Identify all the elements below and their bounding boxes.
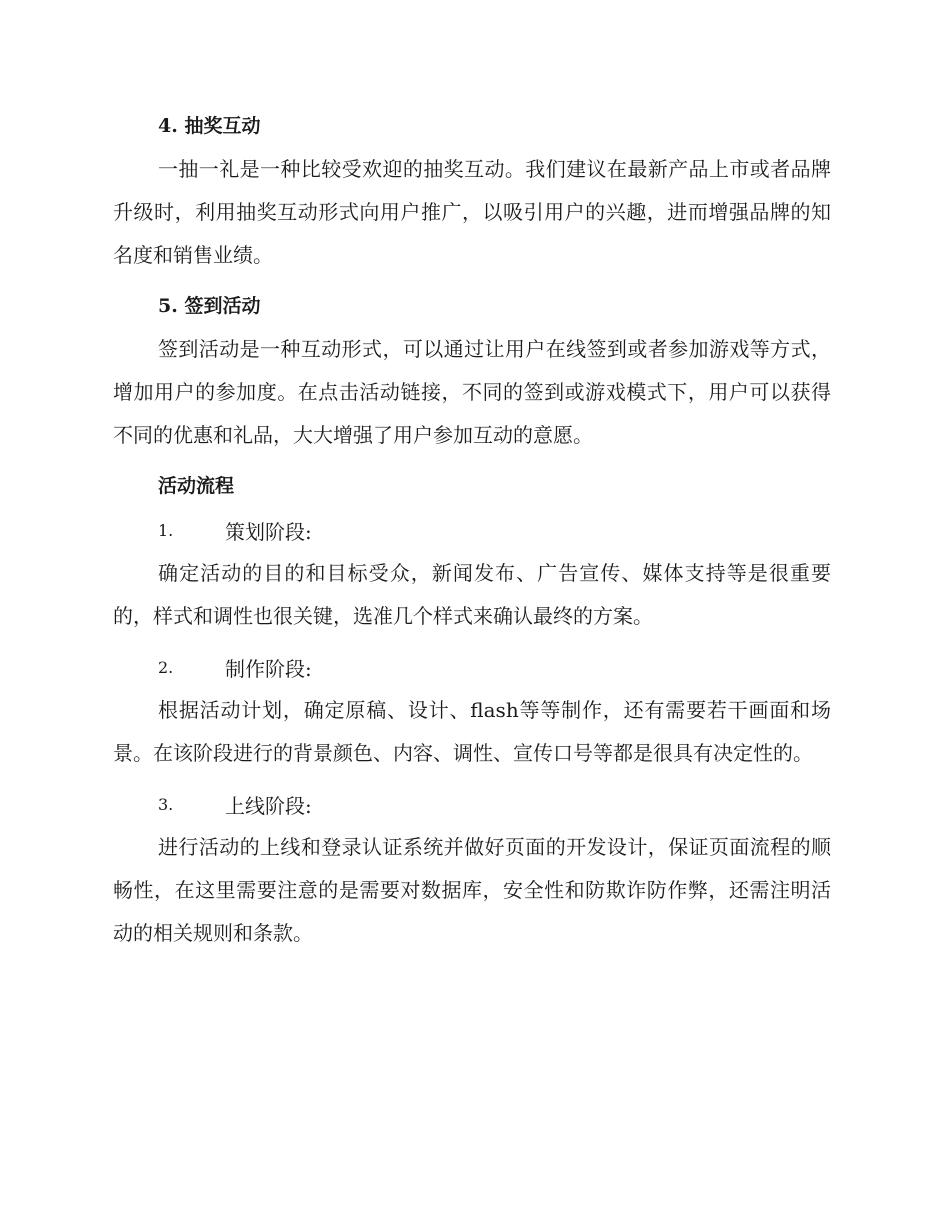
step-paragraph-planning: 确定活动的目的和目标受众，新闻发布、广告宣传、媒体支持等是很重要的，样式和调性也很关键，选准几个样式来确认最终的方案。: [113, 561, 831, 628]
process-step-launch: [113, 782, 831, 826]
section-heading-checkin: 5. 签到活动: [158, 295, 261, 317]
step-label: 上线阶段:: [225, 793, 312, 818]
document-page: [113, 104, 831, 955]
process-heading: 活动流程: [158, 475, 235, 497]
section-heading-lottery: 4. 抽奖互动: [158, 115, 261, 137]
step-label: 制作阶段:: [225, 656, 312, 681]
section-paragraph-lottery: 一抽一礼是一种比较受欢迎的抽奖互动。我们建议在最新产品上市或者品牌升级时，利用抽奖互动形式向用户推广，以吸引用户的兴趣，进而增强品牌的知名度和销售业绩。: [113, 157, 831, 267]
step-number: 3.: [158, 794, 174, 814]
section-paragraph-checkin: 签到活动是一种互动形式，可以通过让用户在线签到或者参加游戏等方式，增加用户的参加度。在点击活动链接，不同的签到或游戏模式下，用户可以获得不同的优惠和礼品，大大增强了用户参加互动的意愿。: [113, 337, 831, 447]
step-paragraph-launch: 进行活动的上线和登录认证系统并做好页面的开发设计，保证页面流程的顺畅性，在这里需要注意的是需要对数据库，安全性和防欺诈防作弊，还需注明活动的相关规则和条款。: [113, 835, 831, 945]
process-step-planning: [113, 508, 831, 552]
step-number: 2.: [158, 657, 174, 677]
step-paragraph-production: 根据活动计划，确定原稿、设计、flash等等制作，还有需要若干画面和场景。在该阶段进行的背景颜色、内容、调性、宣传口号等都是很具有决定性的。: [113, 698, 831, 765]
step-label: 策划阶段:: [225, 519, 312, 544]
process-step-production: [113, 645, 831, 689]
step-number: 1.: [158, 520, 174, 540]
